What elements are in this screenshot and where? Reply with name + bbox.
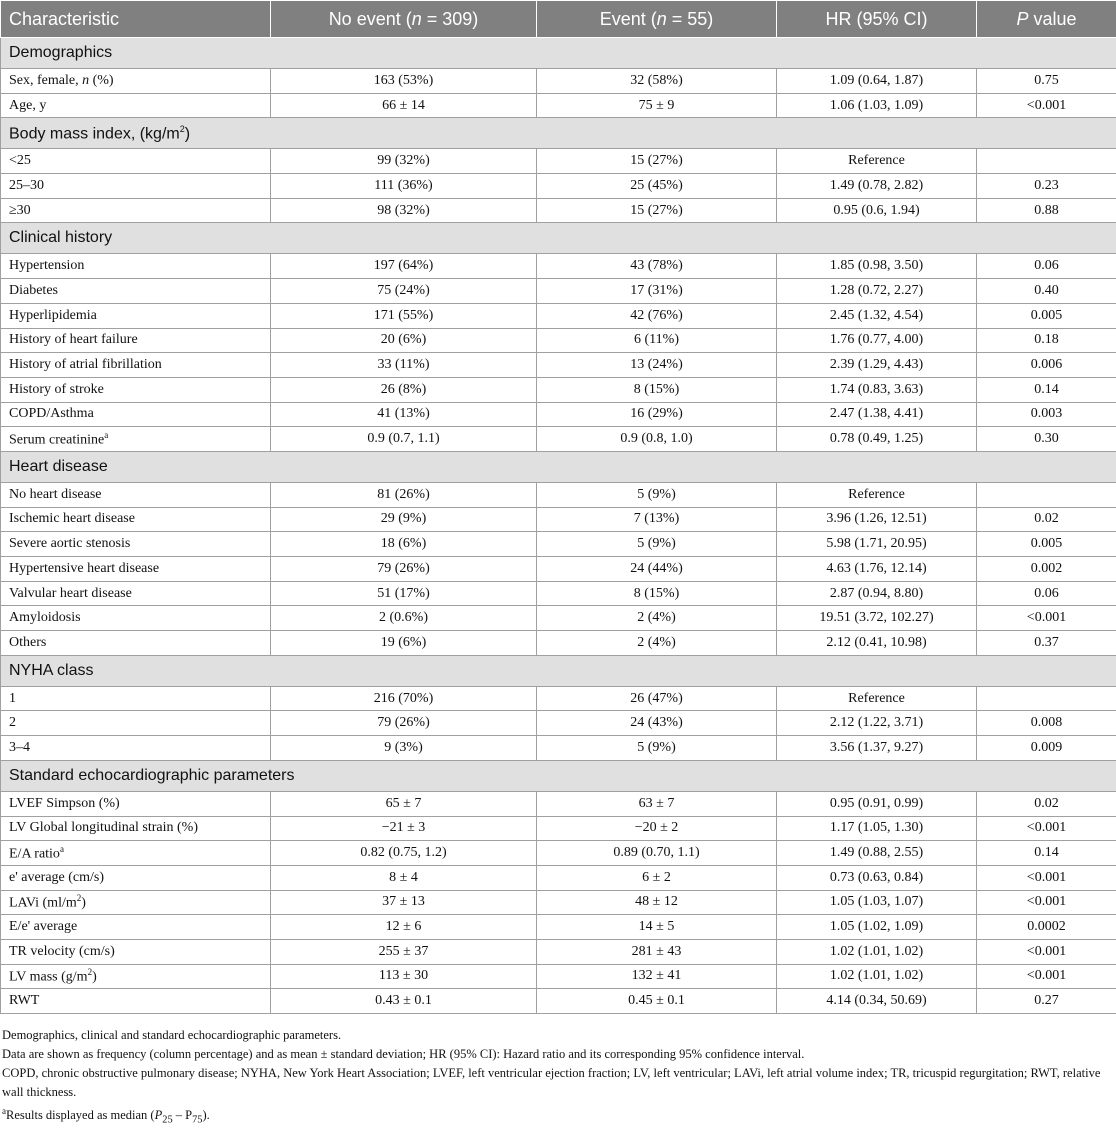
row-label: History of stroke bbox=[1, 377, 271, 402]
cell-hr: 1.09 (0.64, 1.87) bbox=[777, 69, 977, 94]
row-label: 1 bbox=[1, 686, 271, 711]
row-label: COPD/Asthma bbox=[1, 402, 271, 427]
cell-p: 0.06 bbox=[977, 581, 1116, 606]
row-label: Ischemic heart disease bbox=[1, 507, 271, 532]
row-label: No heart disease bbox=[1, 482, 271, 507]
cell-p: 0.006 bbox=[977, 353, 1116, 378]
row-label: Severe aortic stenosis bbox=[1, 532, 271, 557]
cell-no-event: 171 (55%) bbox=[271, 303, 537, 328]
cell-no-event: 0.43 ± 0.1 bbox=[271, 989, 537, 1014]
cell-hr: 4.14 (0.34, 50.69) bbox=[777, 989, 977, 1014]
table-row bbox=[1, 93, 1116, 118]
table-row bbox=[1, 174, 1116, 199]
cell-hr: 1.05 (1.03, 1.07) bbox=[777, 890, 977, 915]
cell-hr: 1.49 (0.78, 2.82) bbox=[777, 174, 977, 199]
table-row bbox=[1, 686, 1116, 711]
table-row bbox=[1, 557, 1116, 582]
cell-hr: 0.78 (0.49, 1.25) bbox=[777, 427, 977, 452]
cell-event: 6 (11%) bbox=[537, 328, 777, 353]
cell-p bbox=[977, 686, 1116, 711]
table-row bbox=[1, 711, 1116, 736]
cell-hr: 3.56 (1.37, 9.27) bbox=[777, 736, 977, 761]
table-row bbox=[1, 841, 1116, 866]
cell-p bbox=[977, 482, 1116, 507]
table-row bbox=[1, 606, 1116, 631]
cell-event: 42 (76%) bbox=[537, 303, 777, 328]
footnote-data-description: Data are shown as frequency (column percentage) and as mean ± standard deviation; HR (95% CI): Hazard ratio and its corresponding 95% confidence interval. bbox=[2, 1047, 805, 1061]
section-bmi: Body mass index, $(kg/m^2)$ bbox=[1, 118, 1116, 149]
table-row bbox=[1, 581, 1116, 606]
cell-p: 0.37 bbox=[977, 631, 1116, 656]
row-label: Serum creatinine$^a$ bbox=[1, 427, 271, 452]
cell-p: 0.0002 bbox=[977, 915, 1116, 940]
row-label: LAVi $(ml/m^2)$ bbox=[1, 890, 271, 915]
row-label: ≥30 bbox=[1, 198, 271, 223]
table-row bbox=[1, 149, 1116, 174]
row-label: Others bbox=[1, 631, 271, 656]
cell-event: 5 (9%) bbox=[537, 532, 777, 557]
table-row bbox=[1, 939, 1116, 964]
row-label: Age, y bbox=[1, 93, 271, 118]
cell-hr: 0.95 (0.6, 1.94) bbox=[777, 198, 977, 223]
cell-no-event: 163 (53%) bbox=[271, 69, 537, 94]
cell-event: 32 (58%) bbox=[537, 69, 777, 94]
table-row bbox=[1, 816, 1116, 841]
cell-event: 8 (15%) bbox=[537, 377, 777, 402]
cell-event: 48 ± 12 bbox=[537, 890, 777, 915]
row-label: 3–4 bbox=[1, 736, 271, 761]
cell-p: 0.75 bbox=[977, 69, 1116, 94]
cell-hr: 1.85 (0.98, 3.50) bbox=[777, 254, 977, 279]
header-p-value: P value bbox=[977, 1, 1116, 38]
cell-event: 2 (4%) bbox=[537, 631, 777, 656]
cell-no-event: 2 (0.6%) bbox=[271, 606, 537, 631]
cell-no-event: 19 (6%) bbox=[271, 631, 537, 656]
cell-hr: 1.06 (1.03, 1.09) bbox=[777, 93, 977, 118]
table-row bbox=[1, 964, 1116, 989]
cell-event: 24 (43%) bbox=[537, 711, 777, 736]
cell-event: −20 ± 2 bbox=[537, 816, 777, 841]
row-label: LVEF Simpson (%) bbox=[1, 791, 271, 816]
cell-hr: 3.96 (1.26, 12.51) bbox=[777, 507, 977, 532]
cell-hr: 1.17 (1.05, 1.30) bbox=[777, 816, 977, 841]
footnote-median: $^a$Results displayed as median $(P_{25} - P_{75})$. bbox=[2, 1106, 210, 1126]
table-row bbox=[1, 377, 1116, 402]
cell-p: 0.002 bbox=[977, 557, 1116, 582]
cell-hr: Reference bbox=[777, 482, 977, 507]
row-label: Sex, female, n (%) bbox=[1, 69, 271, 94]
header-hr: HR (95% CI) bbox=[777, 1, 977, 38]
cell-no-event: 0.82 (0.75, 1.2) bbox=[271, 841, 537, 866]
cell-no-event: 51 (17%) bbox=[271, 581, 537, 606]
cell-p: 0.23 bbox=[977, 174, 1116, 199]
row-label: TR velocity (cm/s) bbox=[1, 939, 271, 964]
footnote-caption: Demographics, clinical and standard echocardiographic parameters. bbox=[2, 1028, 342, 1042]
cell-event: 2 (4%) bbox=[537, 606, 777, 631]
cell-event: 15 (27%) bbox=[537, 149, 777, 174]
cell-p: <0.001 bbox=[977, 606, 1116, 631]
cell-no-event: 29 (9%) bbox=[271, 507, 537, 532]
cell-no-event: 79 (26%) bbox=[271, 711, 537, 736]
cell-no-event: 41 (13%) bbox=[271, 402, 537, 427]
cell-no-event: 9 (3%) bbox=[271, 736, 537, 761]
cell-p: <0.001 bbox=[977, 865, 1116, 890]
row-label: Amyloidosis bbox=[1, 606, 271, 631]
cell-hr: 2.45 (1.32, 4.54) bbox=[777, 303, 977, 328]
cell-event: 14 ± 5 bbox=[537, 915, 777, 940]
cell-event: 6 ± 2 bbox=[537, 865, 777, 890]
cell-event: 0.9 (0.8, 1.0) bbox=[537, 427, 777, 452]
table-row bbox=[1, 915, 1116, 940]
cell-no-event: 8 ± 4 bbox=[271, 865, 537, 890]
table-row bbox=[1, 989, 1116, 1014]
cell-no-event: −21 ± 3 bbox=[271, 816, 537, 841]
table-row bbox=[1, 427, 1116, 452]
cell-hr: 1.76 (0.77, 4.00) bbox=[777, 328, 977, 353]
cell-p: 0.02 bbox=[977, 507, 1116, 532]
cell-p: <0.001 bbox=[977, 816, 1116, 841]
cell-event: 15 (27%) bbox=[537, 198, 777, 223]
table-row bbox=[1, 69, 1116, 94]
cell-event: 16 (29%) bbox=[537, 402, 777, 427]
cell-hr: 1.49 (0.88, 2.55) bbox=[777, 841, 977, 866]
table-row bbox=[1, 890, 1116, 915]
cell-p: <0.001 bbox=[977, 964, 1116, 989]
cell-p bbox=[977, 149, 1116, 174]
cell-event: 24 (44%) bbox=[537, 557, 777, 582]
cell-event: 7 (13%) bbox=[537, 507, 777, 532]
cell-p: <0.001 bbox=[977, 93, 1116, 118]
table-footnotes bbox=[0, 1014, 1116, 1130]
row-label: E/e' average bbox=[1, 915, 271, 940]
cell-p: 0.06 bbox=[977, 254, 1116, 279]
table-row bbox=[1, 279, 1116, 304]
cell-event: 0.45 ± 0.1 bbox=[537, 989, 777, 1014]
row-label: History of atrial fibrillation bbox=[1, 353, 271, 378]
cell-event: 5 (9%) bbox=[537, 736, 777, 761]
cell-hr: 2.87 (0.94, 8.80) bbox=[777, 581, 977, 606]
cell-no-event: 0.9 (0.7, 1.1) bbox=[271, 427, 537, 452]
cell-no-event: 18 (6%) bbox=[271, 532, 537, 557]
section-clinical-history: Clinical history bbox=[1, 223, 1116, 254]
cell-p: 0.009 bbox=[977, 736, 1116, 761]
cell-hr: 2.39 (1.29, 4.43) bbox=[777, 353, 977, 378]
table-row bbox=[1, 532, 1116, 557]
cell-p: 0.30 bbox=[977, 427, 1116, 452]
cell-p: 0.40 bbox=[977, 279, 1116, 304]
cell-no-event: 99 (32%) bbox=[271, 149, 537, 174]
table-row bbox=[1, 328, 1116, 353]
row-label: Hypertension bbox=[1, 254, 271, 279]
cell-no-event: 12 ± 6 bbox=[271, 915, 537, 940]
cell-hr: 1.28 (0.72, 2.27) bbox=[777, 279, 977, 304]
cell-hr: 0.95 (0.91, 0.99) bbox=[777, 791, 977, 816]
cell-p: 0.005 bbox=[977, 532, 1116, 557]
cell-p: <0.001 bbox=[977, 939, 1116, 964]
cell-hr: 2.12 (0.41, 10.98) bbox=[777, 631, 977, 656]
row-label: E/A ratio$^a$ bbox=[1, 841, 271, 866]
row-label: RWT bbox=[1, 989, 271, 1014]
cell-no-event: 113 ± 30 bbox=[271, 964, 537, 989]
cell-event: 75 ± 9 bbox=[537, 93, 777, 118]
cell-event: 8 (15%) bbox=[537, 581, 777, 606]
cell-p: 0.14 bbox=[977, 841, 1116, 866]
cell-p: <0.001 bbox=[977, 890, 1116, 915]
row-label: Hypertensive heart disease bbox=[1, 557, 271, 582]
table-row bbox=[1, 791, 1116, 816]
cell-p: 0.27 bbox=[977, 989, 1116, 1014]
table-row bbox=[1, 254, 1116, 279]
header-no-event: No event (n = 309) bbox=[271, 1, 537, 38]
cell-no-event: 216 (70%) bbox=[271, 686, 537, 711]
row-label: <25 bbox=[1, 149, 271, 174]
row-label: Valvular heart disease bbox=[1, 581, 271, 606]
cell-no-event: 255 ± 37 bbox=[271, 939, 537, 964]
cell-hr: Reference bbox=[777, 149, 977, 174]
cell-event: 26 (47%) bbox=[537, 686, 777, 711]
cell-hr: 2.47 (1.38, 4.41) bbox=[777, 402, 977, 427]
cell-p: 0.02 bbox=[977, 791, 1116, 816]
table-row bbox=[1, 631, 1116, 656]
row-label: 25–30 bbox=[1, 174, 271, 199]
cell-event: 17 (31%) bbox=[537, 279, 777, 304]
row-label: LV Global longitudinal strain (%) bbox=[1, 816, 271, 841]
cell-hr: 5.98 (1.71, 20.95) bbox=[777, 532, 977, 557]
table-row bbox=[1, 482, 1116, 507]
table-row bbox=[1, 353, 1116, 378]
cell-no-event: 66 ± 14 bbox=[271, 93, 537, 118]
row-label: 2 bbox=[1, 711, 271, 736]
cell-no-event: 65 ± 7 bbox=[271, 791, 537, 816]
table-row bbox=[1, 736, 1116, 761]
cell-no-event: 37 ± 13 bbox=[271, 890, 537, 915]
cell-event: 132 ± 41 bbox=[537, 964, 777, 989]
row-label: Diabetes bbox=[1, 279, 271, 304]
cell-no-event: 197 (64%) bbox=[271, 254, 537, 279]
cell-no-event: 26 (8%) bbox=[271, 377, 537, 402]
table-row bbox=[1, 402, 1116, 427]
row-label: Hyperlipidemia bbox=[1, 303, 271, 328]
table-row bbox=[1, 507, 1116, 532]
header-characteristic: Characteristic bbox=[1, 1, 271, 38]
cell-hr: Reference bbox=[777, 686, 977, 711]
cell-event: 25 (45%) bbox=[537, 174, 777, 199]
cell-hr: 1.02 (1.01, 1.02) bbox=[777, 964, 977, 989]
cell-hr: 4.63 (1.76, 12.14) bbox=[777, 557, 977, 582]
cell-p: 0.88 bbox=[977, 198, 1116, 223]
cell-hr: 1.05 (1.02, 1.09) bbox=[777, 915, 977, 940]
header-event: Event (n = 55) bbox=[537, 1, 777, 38]
table-row bbox=[1, 865, 1116, 890]
row-label: LV mass $(g/m^2)$ bbox=[1, 964, 271, 989]
cell-hr: 1.74 (0.83, 3.63) bbox=[777, 377, 977, 402]
section-echo-parameters: Standard echocardiographic parameters bbox=[1, 760, 1116, 791]
cell-event: 0.89 (0.70, 1.1) bbox=[537, 841, 777, 866]
cell-no-event: 20 (6%) bbox=[271, 328, 537, 353]
cell-no-event: 98 (32%) bbox=[271, 198, 537, 223]
cell-no-event: 75 (24%) bbox=[271, 279, 537, 304]
cell-p: 0.18 bbox=[977, 328, 1116, 353]
cell-no-event: 79 (26%) bbox=[271, 557, 537, 582]
cell-no-event: 111 (36%) bbox=[271, 174, 537, 199]
cell-hr: 0.73 (0.63, 0.84) bbox=[777, 865, 977, 890]
cell-hr: 2.12 (1.22, 3.71) bbox=[777, 711, 977, 736]
footnote-abbreviations: COPD, chronic obstructive pulmonary disease; NYHA, New York Heart Association; LVEF, left ventricular ejection fraction; LV, left ventricular; LAVi, left atrial volume index; TR, tricuspid regurgitation; RWT, relative wall thickness. bbox=[2, 1066, 1101, 1099]
cell-p: 0.005 bbox=[977, 303, 1116, 328]
cell-event: 63 ± 7 bbox=[537, 791, 777, 816]
section-demographics: Demographics bbox=[1, 38, 1116, 69]
table-row bbox=[1, 198, 1116, 223]
cell-p: 0.008 bbox=[977, 711, 1116, 736]
table-header-row bbox=[1, 1, 1116, 38]
cell-event: 13 (24%) bbox=[537, 353, 777, 378]
cell-event: 43 (78%) bbox=[537, 254, 777, 279]
cell-hr: 1.02 (1.01, 1.02) bbox=[777, 939, 977, 964]
section-nyha-class: NYHA class bbox=[1, 655, 1116, 686]
cell-event: 5 (9%) bbox=[537, 482, 777, 507]
cell-p: 0.14 bbox=[977, 377, 1116, 402]
table-row bbox=[1, 303, 1116, 328]
row-label: e' average (cm/s) bbox=[1, 865, 271, 890]
cell-no-event: 81 (26%) bbox=[271, 482, 537, 507]
cell-p: 0.003 bbox=[977, 402, 1116, 427]
row-label: History of heart failure bbox=[1, 328, 271, 353]
cell-hr: 19.51 (3.72, 102.27) bbox=[777, 606, 977, 631]
section-heart-disease: Heart disease bbox=[1, 451, 1116, 482]
cell-no-event: 33 (11%) bbox=[271, 353, 537, 378]
cell-event: 281 ± 43 bbox=[537, 939, 777, 964]
